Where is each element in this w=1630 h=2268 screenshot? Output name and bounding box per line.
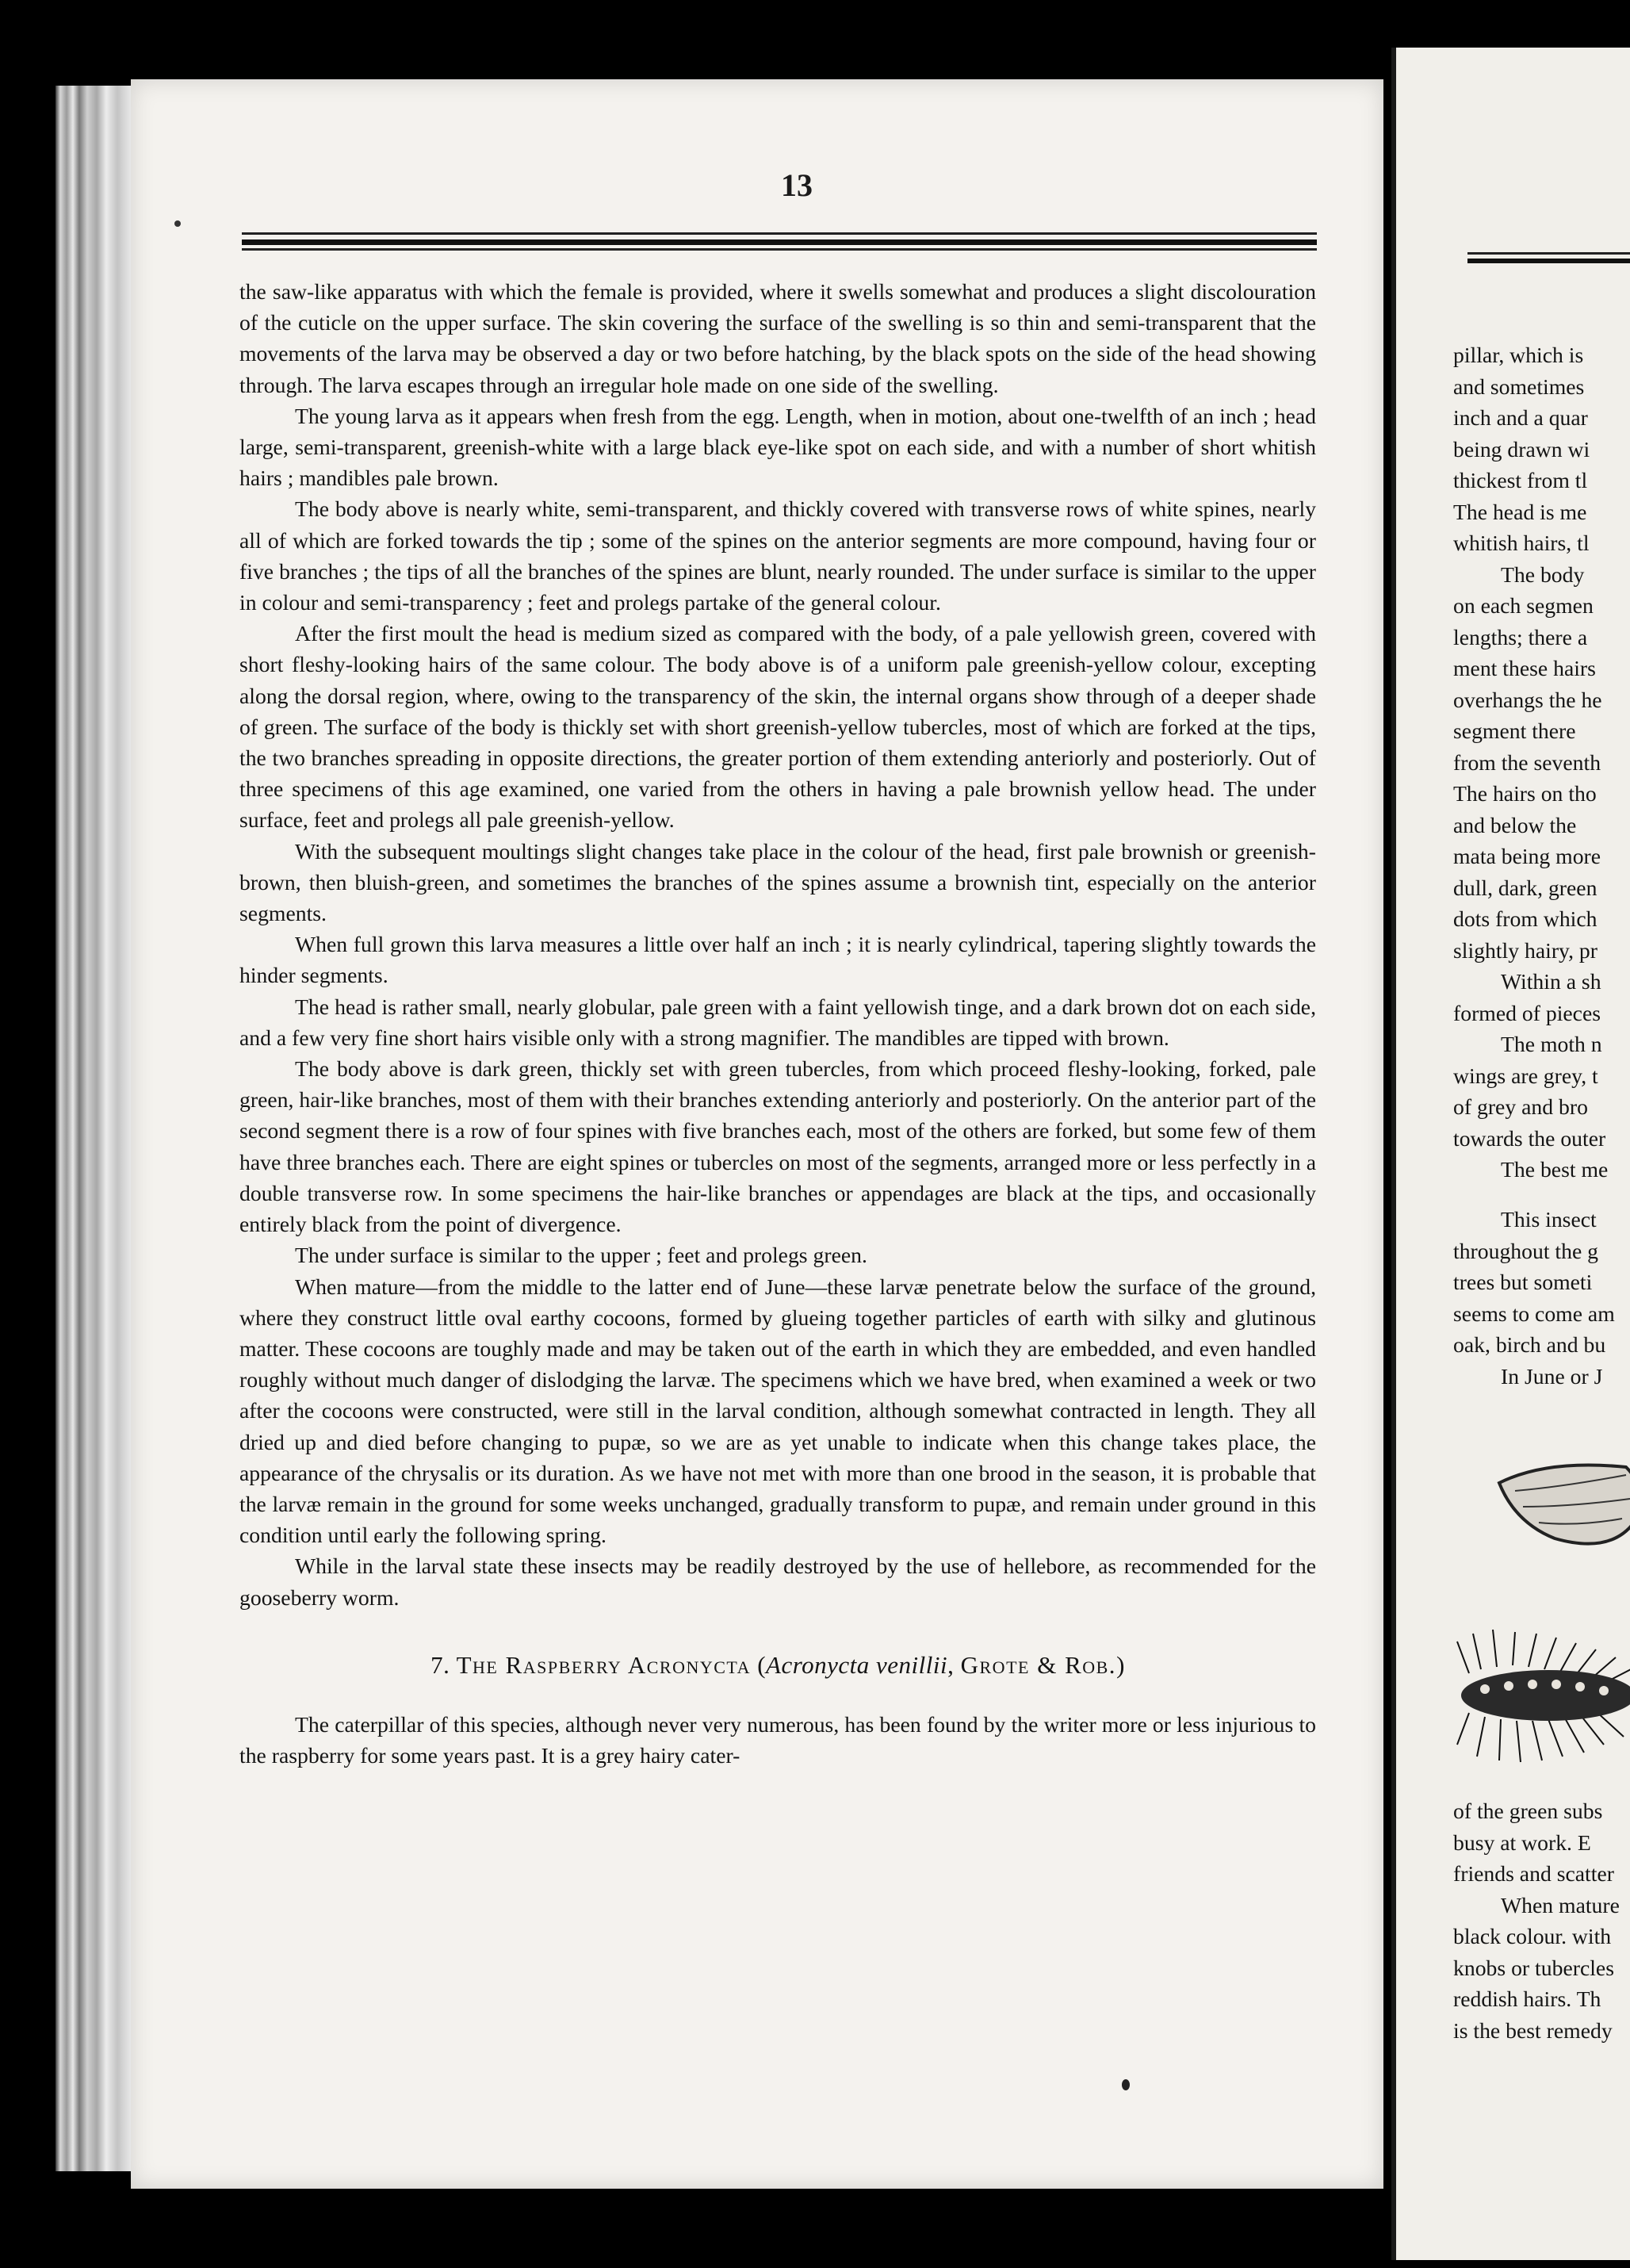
right-line: The body <box>1501 561 1585 587</box>
right-line: mata being more <box>1453 844 1601 868</box>
section-number: 7. <box>430 1650 450 1679</box>
paragraph: The body above is dark green, thickly set with green tubercles, from which proceed fleshy-looking, forked, pale green, hair-like branches, most of them with their branches extending anteriorly and posteriorly. On the anterior part of the second segment there is a row of four spines with five branches each, most of the others are forked, but some few of them have three branches each. There are eight spines or tubercles on most of the segments, arranged more or less perfectly in a double transverse row. In some specimens the hair-like branches or appendages are black at the tips, and occasionally entirely black from the point of divergence. <box>239 1056 1316 1237</box>
right-text-block-bottom <box>1453 1795 1630 2046</box>
right-line: The best me <box>1501 1157 1609 1182</box>
right-line: busy at work. E <box>1453 1829 1591 1855</box>
right-line: from the seventh <box>1453 749 1601 775</box>
right-line: segment there <box>1453 718 1576 743</box>
right-line: slightly hairy, pr <box>1453 937 1597 963</box>
paragraph: When mature—from the middle to the latter end of June—these larvæ penetrate below the surface of the ground, where they construct little oval earthy cocoons, formed by glueing together particles of earth with silky and glutinous matter. These cocoons are toughly made and may be taken out of the earth in which they are embedded, and even handled roughly without much danger of dislodging the larvæ. The specimens which we have bred, when examined a week or two after the cocoons were constructed, were still in the larval condition, although somewhat contracted in length. They all dried up and died before changing to pupæ, so we are as yet unable to indicate when this change takes place, the appearance of the chrysalis or its duration. As we have not met with more than one brood in the season, it is probable that the larvæ remain in the ground for some weeks unchanged, gradually transform to pupæ, and remain under ground in this condition until early the following spring. <box>239 1274 1316 1548</box>
header-rule-thin-lower <box>242 248 1317 251</box>
right-line: The hairs on tho <box>1453 781 1597 806</box>
right-line: on each segmen <box>1453 593 1594 618</box>
right-line: Within a sh <box>1501 969 1601 994</box>
right-line: of the green subs <box>1453 1799 1603 1823</box>
main-text-column <box>239 276 1316 1771</box>
right-line: overhangs the he <box>1453 687 1602 712</box>
right-line: In June or J <box>1501 1363 1603 1389</box>
right-line: The moth n <box>1501 1032 1602 1056</box>
paragraph: When full grown this larva measures a little over half an inch ; it is nearly cylindrical, tapering slightly towards the hinder segments. <box>239 932 1316 988</box>
right-line: being drawn wi <box>1453 436 1590 462</box>
header-rule-thin <box>242 232 1317 235</box>
right-header-rule-thin <box>1467 252 1630 255</box>
right-line: seems to come am <box>1453 1301 1615 1326</box>
species-name: Acronycta venillii <box>766 1650 948 1679</box>
right-line: throughout the g <box>1453 1238 1599 1263</box>
right-line: pillar, which is <box>1453 343 1584 367</box>
right-line: towards the outer <box>1453 1125 1606 1151</box>
right-line: The head is me <box>1453 499 1587 524</box>
right-line: inch and a quar <box>1453 405 1588 430</box>
right-text-block-top <box>1453 339 1630 1186</box>
right-line: is the best remedy <box>1453 2017 1613 2043</box>
paragraph: The caterpillar of this species, although never very numerous, has been found by the writer more or less injurious to the raspberry for some years past. It is a grey hairy cater- <box>239 1711 1316 1768</box>
section-title: The Raspberry Acronycta <box>456 1650 751 1679</box>
right-line: black colour. with <box>1453 1924 1612 1948</box>
paragraph: The young larva as it appears when fresh from the egg. Length, when in motion, about one-twelfth of an inch ; head large, semi-transparent, greenish-white with a large black eye-like spot on each side, and with a number of short whitish hairs ; mandibles pale brown. <box>239 403 1316 491</box>
book-edge-strip <box>55 86 135 2171</box>
right-line: thickest from tl <box>1453 468 1588 492</box>
right-line: whitish hairs, tl <box>1453 531 1590 555</box>
section-heading: 7. The Raspberry Acronycta (Acronycta venillii, Grote & Rob.) <box>430 1650 1125 1679</box>
species-authors: Grote & Rob. <box>960 1650 1117 1679</box>
right-line: reddish hairs. Th <box>1453 1986 1601 2011</box>
right-line: wings are grey, t <box>1453 1063 1598 1088</box>
right-line: friends and scatter <box>1453 1861 1614 1886</box>
page-number: 13 <box>781 167 813 203</box>
paragraph: The head is rather small, nearly globular, pale green with a faint yellowish tinge, and a dark brown dot on each side, and a few very fine short hairs visible only with a strong magnifier. The mandibles are tipped with brown. <box>239 994 1316 1050</box>
right-text-block-middle <box>1453 1204 1630 1392</box>
right-line: oak, birch and bu <box>1453 1332 1606 1357</box>
right-line: lengths; there a <box>1453 624 1588 649</box>
paragraph: the saw-like apparatus with which the female is provided, where it swells somewhat and produces a slight discolouration of the cuticle on the upper surface. The skin covering the surface of the swelling is so thin and semi-transparent that the movements of the larva may be observed a day or two before hatching, by the black spots on the side of the head showing through. The larva escapes through an irregular hole made on one side of the swelling. <box>239 279 1316 397</box>
paragraph: The under surface is similar to the upper ; feet and prolegs green. <box>295 1243 867 1268</box>
right-page <box>1391 48 1630 2260</box>
right-line: formed of pieces <box>1453 1000 1601 1025</box>
header-rule-thick <box>242 239 1317 245</box>
right-line: and below the <box>1453 812 1577 837</box>
paragraph: With the subsequent moultings slight changes take place in the colour of the head, first pale brownish or greenish-brown, then bluish-green, and sometimes the branches of the spines assume a brownish tint, especially on the anterior segments. <box>239 838 1316 926</box>
paragraph: While in the larval state these insects may be readily destroyed by the use of hellebore, as recommended for the gooseberry worm. <box>239 1554 1316 1610</box>
right-line: dots from which <box>1453 906 1597 931</box>
caterpillar-illustration <box>1453 1626 1630 1768</box>
right-line: ment these hairs <box>1453 656 1596 680</box>
right-line: trees but someti <box>1453 1270 1593 1294</box>
right-header-rule-thick <box>1467 259 1630 263</box>
right-line: and sometimes <box>1453 374 1585 399</box>
close-paren: ) <box>1116 1650 1125 1679</box>
open-paren: ( <box>757 1650 767 1679</box>
right-line: knobs or tubercles <box>1453 1955 1614 1980</box>
margin-speck <box>174 220 181 227</box>
paragraph: After the first moult the head is medium sized as compared with the body, of a pale yellowish green, covered with short fleshy-looking hairs of the same colour. The body above is of a uniform pale greenish-yellow colour, excepting along the dorsal region, where, owing to the transparency of the skin, the internal organs show through of a deeper shade of green. The surface of the body is thickly set with short greenish-yellow tubercles, most of which are forked at the tips, the two branches spreading in opposite directions, the greater portion of them extending anteriorly and posteriorly. Out of three specimens of this age examined, one varied from the others in having a pale brownish yellow head. The under surface, feet and prolegs all pale greenish-yellow. <box>239 621 1316 833</box>
moth-illustration <box>1491 1443 1630 1570</box>
page-bottom-mark <box>1122 2079 1130 2090</box>
right-line: dull, dark, green <box>1453 875 1597 900</box>
right-line: When mature <box>1501 1892 1620 1917</box>
right-line: of grey and bro <box>1453 1094 1588 1119</box>
paragraph: The body above is nearly white, semi-transparent, and thickly covered with transverse rows of white spines, nearly all of which are forked towards the tip ; some of the spines on the anterior segments are more compound, having four or five branches ; the tips of all the branches of the spines are blunt, nearly rounded. The under surface is similar to the upper in colour and semi-transparency ; feet and prolegs partake of the general colour. <box>239 496 1316 615</box>
right-line: This insect <box>1501 1207 1597 1232</box>
